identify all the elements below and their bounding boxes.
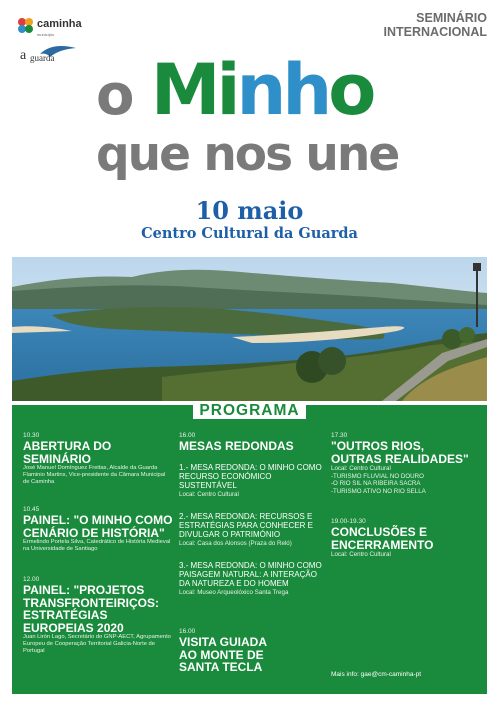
round-table-title: 2.- MESA REDONDA: RECURSOS E ESTRATÉGIAS PARA CONHECER E DIVULGAR O PATRIMÓNIO	[179, 512, 313, 540]
session-time: 12.00	[23, 576, 40, 583]
landscape-photo	[12, 257, 487, 401]
session-location: Local: Centro Cultural	[331, 465, 391, 472]
session-title: ABERTURA DO SEMINÁRIO	[23, 439, 112, 466]
event-date: 10 maio	[195, 196, 304, 225]
more-info: Mais info: gae@cm-caminha-pt	[331, 671, 422, 678]
session-topic: -O RIO SIL NA RIBEIRA SACRA	[331, 480, 421, 487]
session-title: CONCLUSÕES E ENCERRAMENTO	[331, 525, 434, 552]
session-topic: -TURISMO ATIVO NO RIO SELLA	[331, 487, 426, 495]
round-table-location: Local: Centro Cultural	[179, 490, 239, 498]
session-speakers: José Manuel Domínguez Freitas, Alcalde da Guarda Flaminio Martins, Vice-presidente da Câmara Municipal de Caminha	[23, 465, 166, 485]
session-conclusions	[331, 518, 481, 559]
main-title	[96, 49, 373, 131]
guarda-logo	[20, 44, 82, 68]
caminha-logo-text: caminha	[37, 18, 82, 30]
round-table-1	[179, 463, 329, 498]
title-o-end: o	[328, 49, 373, 131]
session-title: MESAS REDONDAS	[179, 439, 294, 453]
session-speakers: Ermelindo Portela Silva, Catedrático de História Medieval na Universidade de Santiago	[23, 539, 171, 552]
programa-label: PROGRAMA	[193, 402, 305, 419]
title-mi: Mi	[150, 49, 237, 131]
session-title: "OUTROS RIOS, OUTRAS REALIDADES"	[331, 439, 469, 466]
session-time: 16.00	[179, 628, 196, 635]
round-table-location: Local: Casa dos Alonsos (Praza do Reló)	[179, 539, 292, 547]
session-title: PAINEL: "O MINHO COMO CENÁRIO DE HISTÓRIA"	[23, 513, 173, 540]
event-venue: Centro Cultural da Guarda	[141, 225, 358, 242]
session-round-tables	[179, 432, 329, 453]
session-time: 17.30	[331, 432, 348, 439]
session-location: Local: Centro Cultural	[331, 551, 391, 558]
session-time: 10.45	[23, 506, 40, 513]
seminar-line-1: SEMINÁRIO	[416, 11, 487, 25]
seminar-label	[384, 12, 487, 40]
session-time: 16.00	[179, 432, 196, 439]
caminha-logo-icon	[18, 18, 34, 34]
round-table-title: 1.- MESA REDONDA: O MINHO COMO RECURSO ECONÓMICO SUSTENTÁVEL	[179, 463, 322, 491]
bottom-line	[12, 694, 487, 698]
programa-band	[12, 402, 487, 421]
program-panel	[12, 421, 487, 694]
seminar-line-2: INTERNACIONAL	[383, 24, 487, 39]
session-opening	[23, 432, 173, 486]
guarda-logo-a: a	[20, 48, 27, 63]
session-title: PAINEL: "PROJETOS TRANSFRONTEIRIÇOS: ESTRATÉGIAS EUROPEIAS 2020	[23, 583, 159, 635]
subtitle: que nos une	[96, 127, 399, 182]
session-other-rivers	[331, 432, 481, 495]
round-table-title: 3.- MESA REDONDA: O MINHO COMO PAISAGEM NATURAL: A INTERAÇÃO DA NATUREZA E DO HOMEM	[179, 561, 322, 589]
round-table-3	[179, 561, 329, 596]
session-time: 10.30	[23, 432, 40, 439]
session-topic: -TURISMO FLUVIAL NO DOURO	[331, 472, 424, 480]
session-time: 19.00-19.30	[331, 518, 366, 525]
title-o: o	[96, 63, 131, 128]
round-table-2	[179, 512, 329, 547]
title-nh: nh	[236, 49, 329, 131]
session-title: VISITA GUIADA AO MONTE DE SANTA TECLA	[179, 635, 267, 674]
session-panel-history	[23, 506, 173, 553]
caminha-logo-sub: município	[37, 32, 55, 37]
guarda-logo-word: guarda	[30, 53, 55, 63]
caminha-logo	[18, 14, 82, 37]
session-guided-visit	[179, 628, 329, 674]
session-panel-projects	[23, 576, 173, 655]
round-table-location: Local: Museo Arqueolóxico Santa Trega	[179, 588, 289, 596]
session-speakers: Juan Lirón Lago, Secretário do GNP-AECT, Agrupamento Europeu de Cooperação Territorial Galicia-Norte de Portugal	[23, 634, 171, 654]
